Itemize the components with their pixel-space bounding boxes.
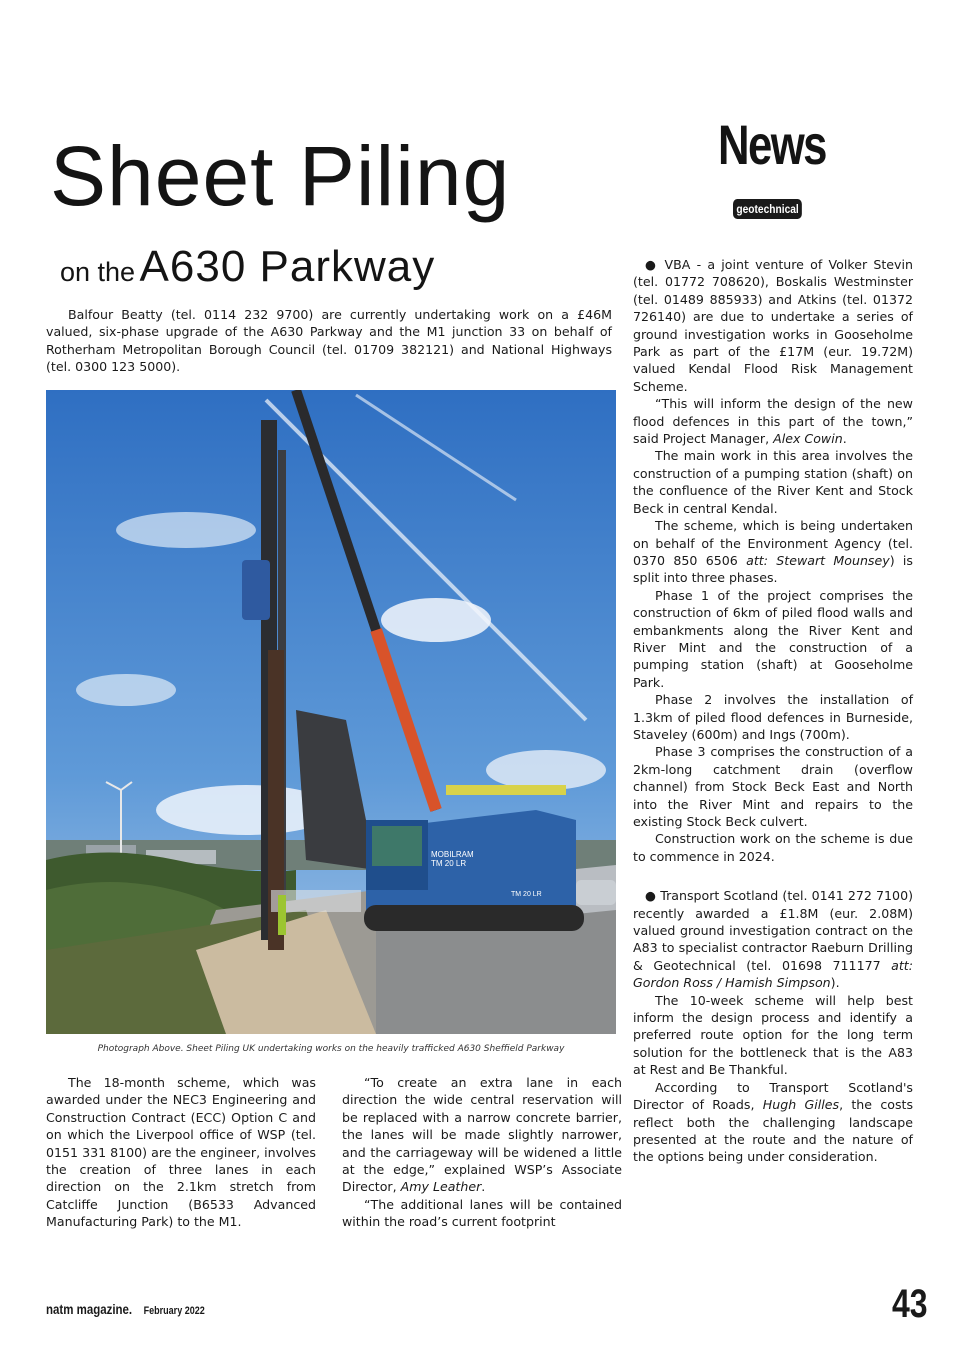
intro-paragraph bbox=[46, 306, 612, 376]
ts-intro bbox=[633, 887, 913, 991]
piling-rig-illustration bbox=[46, 390, 616, 1034]
rig-label-rear: TM 20 LR bbox=[511, 891, 542, 898]
ts-intro-b: ). bbox=[830, 975, 840, 991]
magazine-name: natm magazine. bbox=[46, 1301, 133, 1317]
page-number: 43 bbox=[892, 1282, 928, 1326]
vba-paragraph-7: Phase 3 comprises the construction of a 2km-long catchment drain (overflow channel) from Stock Beck East and North into the River Mint and repairs to the existing Stock Beck culvert. bbox=[633, 744, 913, 829]
vba-p2-name: Alex Cowin bbox=[773, 431, 843, 447]
vba-paragraph-3: The main work in this area involves the construction of a pumping station (shaft) on the confluence of the River Kent and Stock Beck in central Kendal. bbox=[633, 448, 913, 516]
vba-paragraph-8: Construction work on the scheme is due to commence in 2024. bbox=[633, 831, 913, 864]
ts-paragraph-2: The 10-week scheme will help best inform the design process and identify a preferred route option for the long term solution for the bottleneck that is the A83 at Rest and Be Thankful. bbox=[633, 992, 913, 1078]
news-column bbox=[633, 256, 913, 1166]
vba-p2-end: . bbox=[842, 431, 847, 447]
item-spacer bbox=[633, 865, 913, 887]
subtitle-prefix: on the bbox=[60, 257, 136, 287]
article-title: Sheet Piling bbox=[50, 129, 511, 223]
col2-paragraph-1 bbox=[342, 1074, 622, 1196]
col2-paragraph-2: “The additional lanes will be contained within the road’s current footprint bbox=[342, 1196, 622, 1230]
article-column-2 bbox=[342, 1074, 622, 1231]
col2-p1-end: . bbox=[481, 1179, 486, 1195]
vba-p4-att: att: Stewart Mounsey bbox=[746, 552, 890, 568]
subtitle-main: A630 Parkway bbox=[139, 242, 436, 291]
vba-paragraph-5: Phase 1 of the project comprises the construction of 6km of piled flood walls and embankments along the River Kent and River Mint and the construction of a pumping station (shaft) at Gooseholme Park. bbox=[633, 587, 913, 690]
article-subtitle bbox=[60, 242, 435, 292]
ts-p3-a: According to Transport Scotland's Director of Roads, bbox=[633, 1079, 913, 1113]
ts-p3-name: Hugh Gilles bbox=[762, 1097, 840, 1113]
vba-intro: ● VBA - a joint venture of Volker Stevin (tel. 01772 708620), Boskalis Westminster (tel. 01489 885933) and Atkins (tel. 01372 726140) are due to undertake a series of ground investigation works in Gooseholme Park as part of the £17M (eur. 19.72M) valued Kendal Flood Risk Management Scheme. bbox=[633, 257, 913, 394]
ts-paragraph-3 bbox=[633, 1079, 913, 1166]
vba-paragraph-2 bbox=[633, 395, 913, 447]
col2-p1-name: Amy Leather bbox=[400, 1179, 482, 1195]
rig-label-model: TM 20 LR bbox=[431, 859, 467, 868]
col2-p1-text: “To create an extra lane in each direction the wide central reservation will be replaced with a narrow concrete barrier, the lanes will be made slightly narrower, and the carriageway will be widened a little at the edge,” explained WSP’s Associate Director, bbox=[342, 1075, 622, 1195]
rig-label-brand: MOBILRAM bbox=[431, 850, 474, 859]
photo-caption: Photograph Above. Sheet Piling UK undertaking works on the heavily trafficked A630 Sheffield Parkway bbox=[97, 1044, 565, 1054]
footer-publication bbox=[46, 1301, 205, 1317]
intro-text: Balfour Beatty (tel. 0114 232 9700) are currently undertaking work on a £46M valued, six-phase upgrade of the A630 Parkway and the M1 junction 33 on behalf of Rotherham Metropolitan Borough Council (tel. 01709 382121) and National Highways (tel. 0300 123 5000). bbox=[46, 307, 612, 375]
vba-paragraph-4 bbox=[633, 517, 913, 587]
col1-paragraph-1: The 18-month scheme, which was awarded under the NEC3 Engineering and Construction Contract (ECC) Option C and on which the Liverpool office of WSP (tel. 0151 331 8100) are the engineer, involves the creation of three lanes in each direction on the 2.1km stretch from Catcliffe Junction (B6533 Advanced Manufacturing Park) to the M1. bbox=[46, 1075, 316, 1230]
vba-p2-text: “This will inform the design of the new flood defences in this part of the town,” said Project Manager, bbox=[633, 396, 913, 447]
ts-p3-b: , the costs reflect both the challenging landscape presented at the route and the nature of the options being under consideration. bbox=[633, 1097, 914, 1165]
ts-intro-a: ● Transport Scotland (tel. 0141 272 7100) recently awarded a £1.8M (eur. 2.08M) valued ground investigation contract on the A83 to specialist contractor Raeburn Drilling & Geotechnical (tel. 01698 711177 bbox=[633, 888, 913, 973]
article-photo bbox=[46, 390, 616, 1034]
vba-p4-a: The scheme, which is being undertaken on behalf of the Environment Agency (tel. 0370 850 6506 bbox=[633, 518, 913, 568]
section-tag: geotechnical bbox=[733, 199, 802, 219]
article-column-1 bbox=[46, 1074, 316, 1231]
vba-paragraph-6: Phase 2 involves the installation of 1.3km of piled flood defences in Burneside, Staveley (600m) and Ings (700m). bbox=[633, 692, 913, 742]
issue-date: February 2022 bbox=[143, 1305, 205, 1317]
ts-intro-att: att: Gordon Ross / Hamish Simpson bbox=[633, 957, 913, 991]
vba-p4-b: ) is split into three phases. bbox=[633, 552, 913, 586]
section-heading: News bbox=[718, 113, 826, 176]
